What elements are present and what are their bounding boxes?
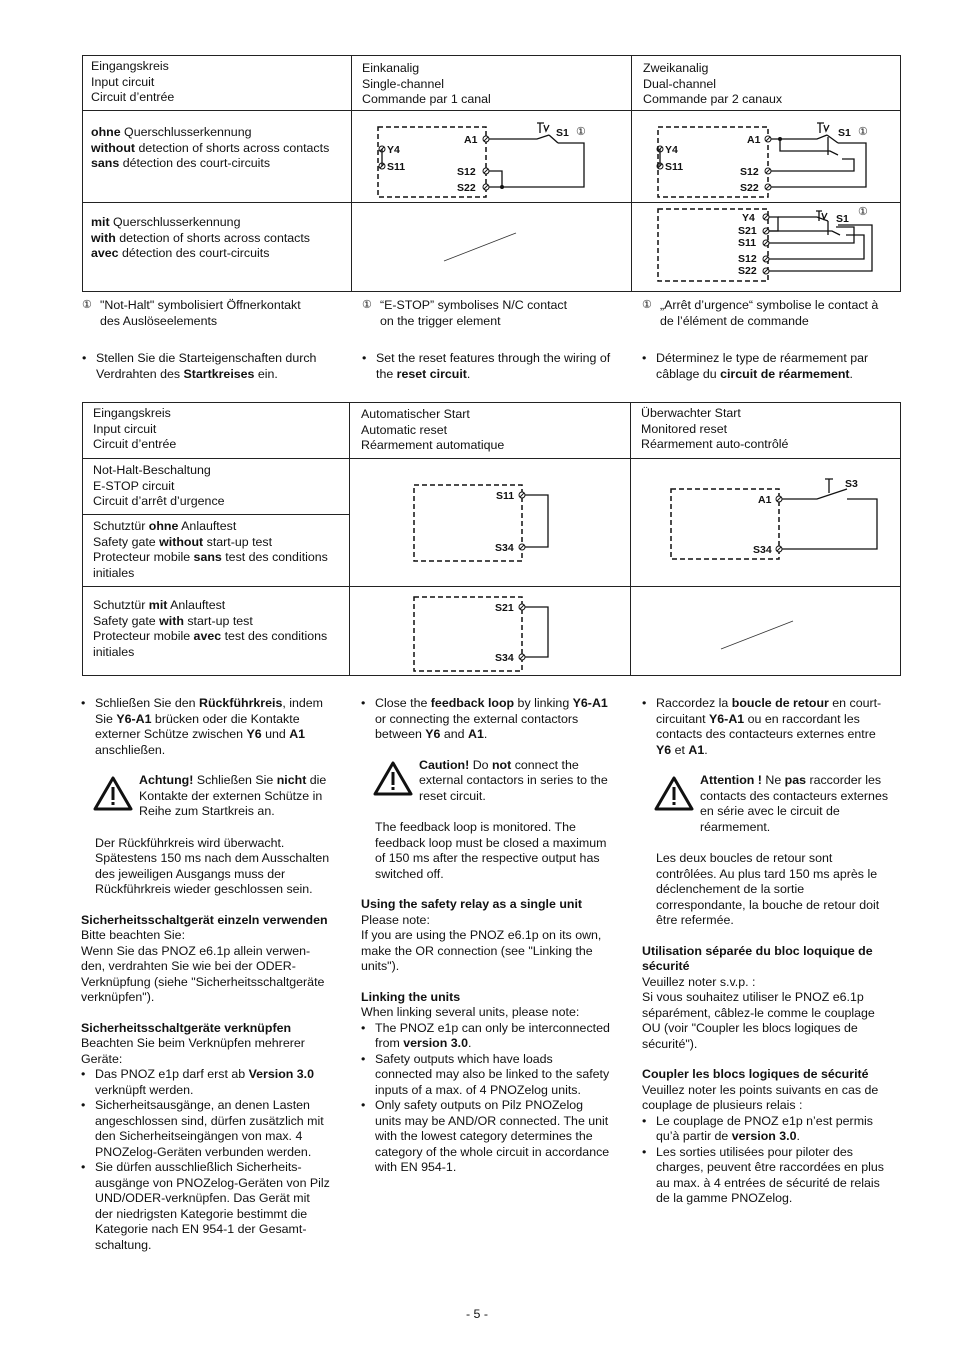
terminal-s34: S34 bbox=[495, 542, 514, 554]
terminal-s1: S1 bbox=[838, 127, 851, 139]
diagram-single-channel-without bbox=[352, 111, 632, 203]
footnote-de: ① "Not-Halt" symbolisiert Öffnerkontakt des Auslöseelements bbox=[82, 298, 301, 328]
terminal-s22: S22 bbox=[738, 265, 757, 277]
row-with-short-detection: mit Querschlusserkennung with detection of shorts across contacts avec détection des court-circuits bbox=[83, 203, 352, 292]
heading-single-unit: Sicherheitsschaltgerät einzeln verwenden bbox=[81, 912, 328, 927]
header-input-circuit: Eingangskreis Input circuit Circuit d’entrée bbox=[83, 403, 350, 459]
diagram-automatic-reset-with-test bbox=[350, 587, 631, 676]
heading-single-unit: Utilisation séparée du bloc loquique de sécurité bbox=[642, 943, 873, 973]
warning-icon bbox=[373, 760, 413, 796]
bullet-reset-de: • Stellen Sie die Starteigenschaften durch Verdrahten des Startkreises ein. bbox=[82, 351, 344, 382]
diagram-not-applicable bbox=[631, 587, 901, 676]
warning-icon bbox=[654, 775, 694, 811]
header-input-circuit: Eingangskreis Input circuit Circuit d’entrée bbox=[83, 56, 352, 111]
terminal-a1: A1 bbox=[747, 134, 761, 146]
terminal-a1: A1 bbox=[758, 494, 772, 506]
terminal-s12: S12 bbox=[457, 166, 476, 178]
row-estop-and-gate-without: Not-Halt-Beschaltung E-STOP circuit Circuit d’arrêt d’urgence Schutztür ohne Anlauftest Safety gate without start-up test Protecteur mobile sans test des conditions initiales bbox=[83, 459, 350, 587]
footnote-marker: ① bbox=[858, 126, 868, 138]
terminal-s34: S34 bbox=[495, 652, 514, 664]
terminal-s1: S1 bbox=[556, 127, 569, 139]
warning-fr: Attention ! Ne pas raccorder les contacts des contacteurs externes en série avec le circuit de réarmement. bbox=[642, 773, 904, 835]
terminal-s21: S21 bbox=[495, 602, 514, 614]
dual-channel-short-detection-diagram bbox=[632, 203, 901, 292]
terminal-s3: S3 bbox=[845, 478, 858, 490]
footnote-fr: ① „Arrêt d’urgence“ symbolise le contact à de l’élément de commande bbox=[642, 298, 879, 328]
diagram-not-applicable bbox=[352, 203, 632, 292]
heading-linking-units: Coupler les blocs logiques de sécurité bbox=[642, 1067, 869, 1081]
terminal-s22: S22 bbox=[740, 182, 759, 194]
warning-en: Caution! Do not connect the external contactors in series to the reset circuit. bbox=[361, 758, 623, 805]
terminal-s11: S11 bbox=[496, 490, 515, 502]
header-automatic-reset: Automatischer Start Automatic reset Réarmement automatique bbox=[350, 403, 631, 459]
automatic-reset-with-test-diagram bbox=[350, 587, 631, 676]
terminal-s21: S21 bbox=[738, 225, 757, 237]
footnote-en: ① “E-STOP” symbolises N/C contact on the trigger element bbox=[362, 298, 568, 328]
terminal-s12: S12 bbox=[738, 253, 757, 265]
terminal-s11: S11 bbox=[665, 161, 684, 173]
single-channel-wiring-diagram bbox=[352, 111, 632, 203]
heading-single-unit: Using the safety relay as a single unit bbox=[361, 897, 583, 911]
heading-linking-units: Linking the units bbox=[361, 989, 461, 1004]
not-applicable-strike bbox=[352, 203, 632, 292]
terminal-s1: S1 bbox=[836, 213, 849, 225]
column-german: • Schließen Sie den Rückführkreis, indem Sie Y6-A1 brücken oder die Kontakte externer Schütze zwischen Y6 und A1 anschließen. Achtung! Schließen Sie nicht die Kontakte der externen Schütze in Reihe zum Startkreis an. Der Rückführkreis wird überwacht. Spätestens 150 ms nach dem Ausschalten des jeweiligen Ausgangs muss der Rückführkreis wieder geschlossen sein. Sicherheitsschaltgerät einzeln verwenden Bitte beachten Sie: Wenn Sie das PNOZ e6.1p allein verwen- den, verdrahten Sie wie bei der ODER- Verknüpfung (siehe "Sicherheitsschaltgeräte verknüpfen"). Sicherheitsschaltgeräte verknüpfen Beachten Sie beim Verknüpfen mehrerer Geräte: • Das PNOZ e1p darf erst ab Version 3.0 verknüpft werden. • Sicherheitsausgänge, an denen Lasten angeschlossen sind, dürfen zusätzlich mit den Sicherheitseingängen von max. 4 PNOZelog-Geräten verbunden werden. • Sie dürfen ausschließlich Sicherheits- ausgänge von PNOZelog-Geräten von Pilz UND/ODER-verknüpfen. Das Gerät mit der niedrigsten Kategorie bestimmt die Kategorie nach EN 954-1 der Gesamt- schaltung. bbox=[81, 696, 343, 1253]
terminal-y4: Y4 bbox=[742, 212, 755, 224]
terminal-s22: S22 bbox=[457, 182, 476, 194]
terminal-s34: S34 bbox=[753, 544, 772, 556]
terminal-s11: S11 bbox=[387, 161, 406, 173]
diagram-monitored-reset bbox=[631, 459, 901, 587]
wiring-table-input-circuit bbox=[82, 55, 901, 292]
reset-table bbox=[82, 402, 901, 676]
heading-linking-units: Sicherheitsschaltgeräte verknüpfen bbox=[81, 1020, 292, 1035]
page-number: - 5 - bbox=[465, 1307, 489, 1321]
dual-channel-wiring-diagram bbox=[632, 111, 901, 203]
automatic-reset-diagram bbox=[350, 459, 631, 587]
footnote-marker: ① bbox=[858, 206, 868, 218]
column-french: • Raccordez la boucle de retour en court- circuitant Y6-A1 ou en raccordant les contacts des contacteurs externes entre Y6 et A1. Attention ! Ne pas raccorder les contacts des contacteurs externes en série avec le circuit de réarmement. Les deux boucles de retour sont contrôlées. Au plus tard 150 ms après le déclenchement de la sortie correspondante, la bouche de retour doit être refermée. Utilisation séparée du bloc loquique de sécurité Veuillez noter s.v.p. : Si vous souhaitez utiliser le PNOZ e6.1p séparément, câblez-le comme le couplage OU (voir "Coupler les blocs logiques de sécurité"). Coupler les blocs logiques de sécurité Veuillez noter les points suivants en cas de couplage de plusieurs relais : • Le couplage de PNOZ e1p n’est permis qu’à partir de version 3.0. • Les sorties utilisées pour piloter des charges, peuvent être raccordées en plus au max. à 4 entrées de sécurité de relais de la gamme PNOZelog. bbox=[642, 696, 904, 1207]
terminal-s12: S12 bbox=[740, 166, 759, 178]
terminal-a1: A1 bbox=[464, 134, 478, 146]
not-applicable-strike bbox=[631, 587, 901, 676]
terminal-s11: S11 bbox=[738, 237, 757, 249]
bullet-reset-fr: • Déterminez le type de réarmement par câblage du circuit de réarmement. bbox=[642, 351, 904, 382]
header-single-channel: Einkanalig Single-channel Commande par 1 canal bbox=[352, 56, 632, 111]
header-monitored-reset: Überwachter Start Monitored reset Réarmement auto-contrôlé bbox=[631, 403, 901, 459]
diagram-dual-channel-without bbox=[632, 111, 901, 203]
column-english: • Close the feedback loop by linking Y6-A1 or connecting the external contactors between Y6 and A1. Caution! Do not connect the external contactors in series to the reset circuit. The feedback loop is monitored. The feedback loop must be closed a maximum of 150 ms after the respective output has switched off. Using the safety relay as a single unit Please note: If you are using the PNOZ e6.1p on its own, make the OR connection (see "Linking the units"). Linking the units When linking several units, please note: • The PNOZ e1p can only be interconnected from version 3.0. • Safety outputs which have loads connected may also be linked to the safety inputs of a max. of 4 PNOZelog units. • Only safety outputs on Pilz PNOZelog units may be AND/OR connected. The unit with the lowest category determines the category of the whole circuit in accordance with EN 954-1. bbox=[361, 696, 623, 1176]
warning-icon bbox=[93, 775, 133, 811]
bullet-reset-en: • Set the reset features through the wiring of the reset circuit. bbox=[362, 351, 624, 382]
footnote-marker: ① bbox=[576, 126, 586, 138]
warning-de: Achtung! Schließen Sie nicht die Kontakte der externen Schütze in Reihe zum Startkreis an. bbox=[81, 773, 343, 820]
row-gate-with: Schutztür mit Anlauftest Safety gate with start-up test Protecteur mobile avec test des conditions initiales bbox=[83, 587, 350, 676]
row-without-short-detection: ohne Querschlusserkennung without detection of shorts across contacts sans détection des court-circuits bbox=[83, 111, 352, 203]
terminal-y4: Y4 bbox=[665, 144, 678, 156]
terminal-y4: Y4 bbox=[387, 144, 400, 156]
monitored-reset-diagram bbox=[631, 459, 901, 587]
diagram-dual-channel-with bbox=[632, 203, 901, 292]
header-dual-channel: Zweikanalig Dual-channel Commande par 2 canaux bbox=[632, 56, 901, 111]
diagram-automatic-reset bbox=[350, 459, 631, 587]
